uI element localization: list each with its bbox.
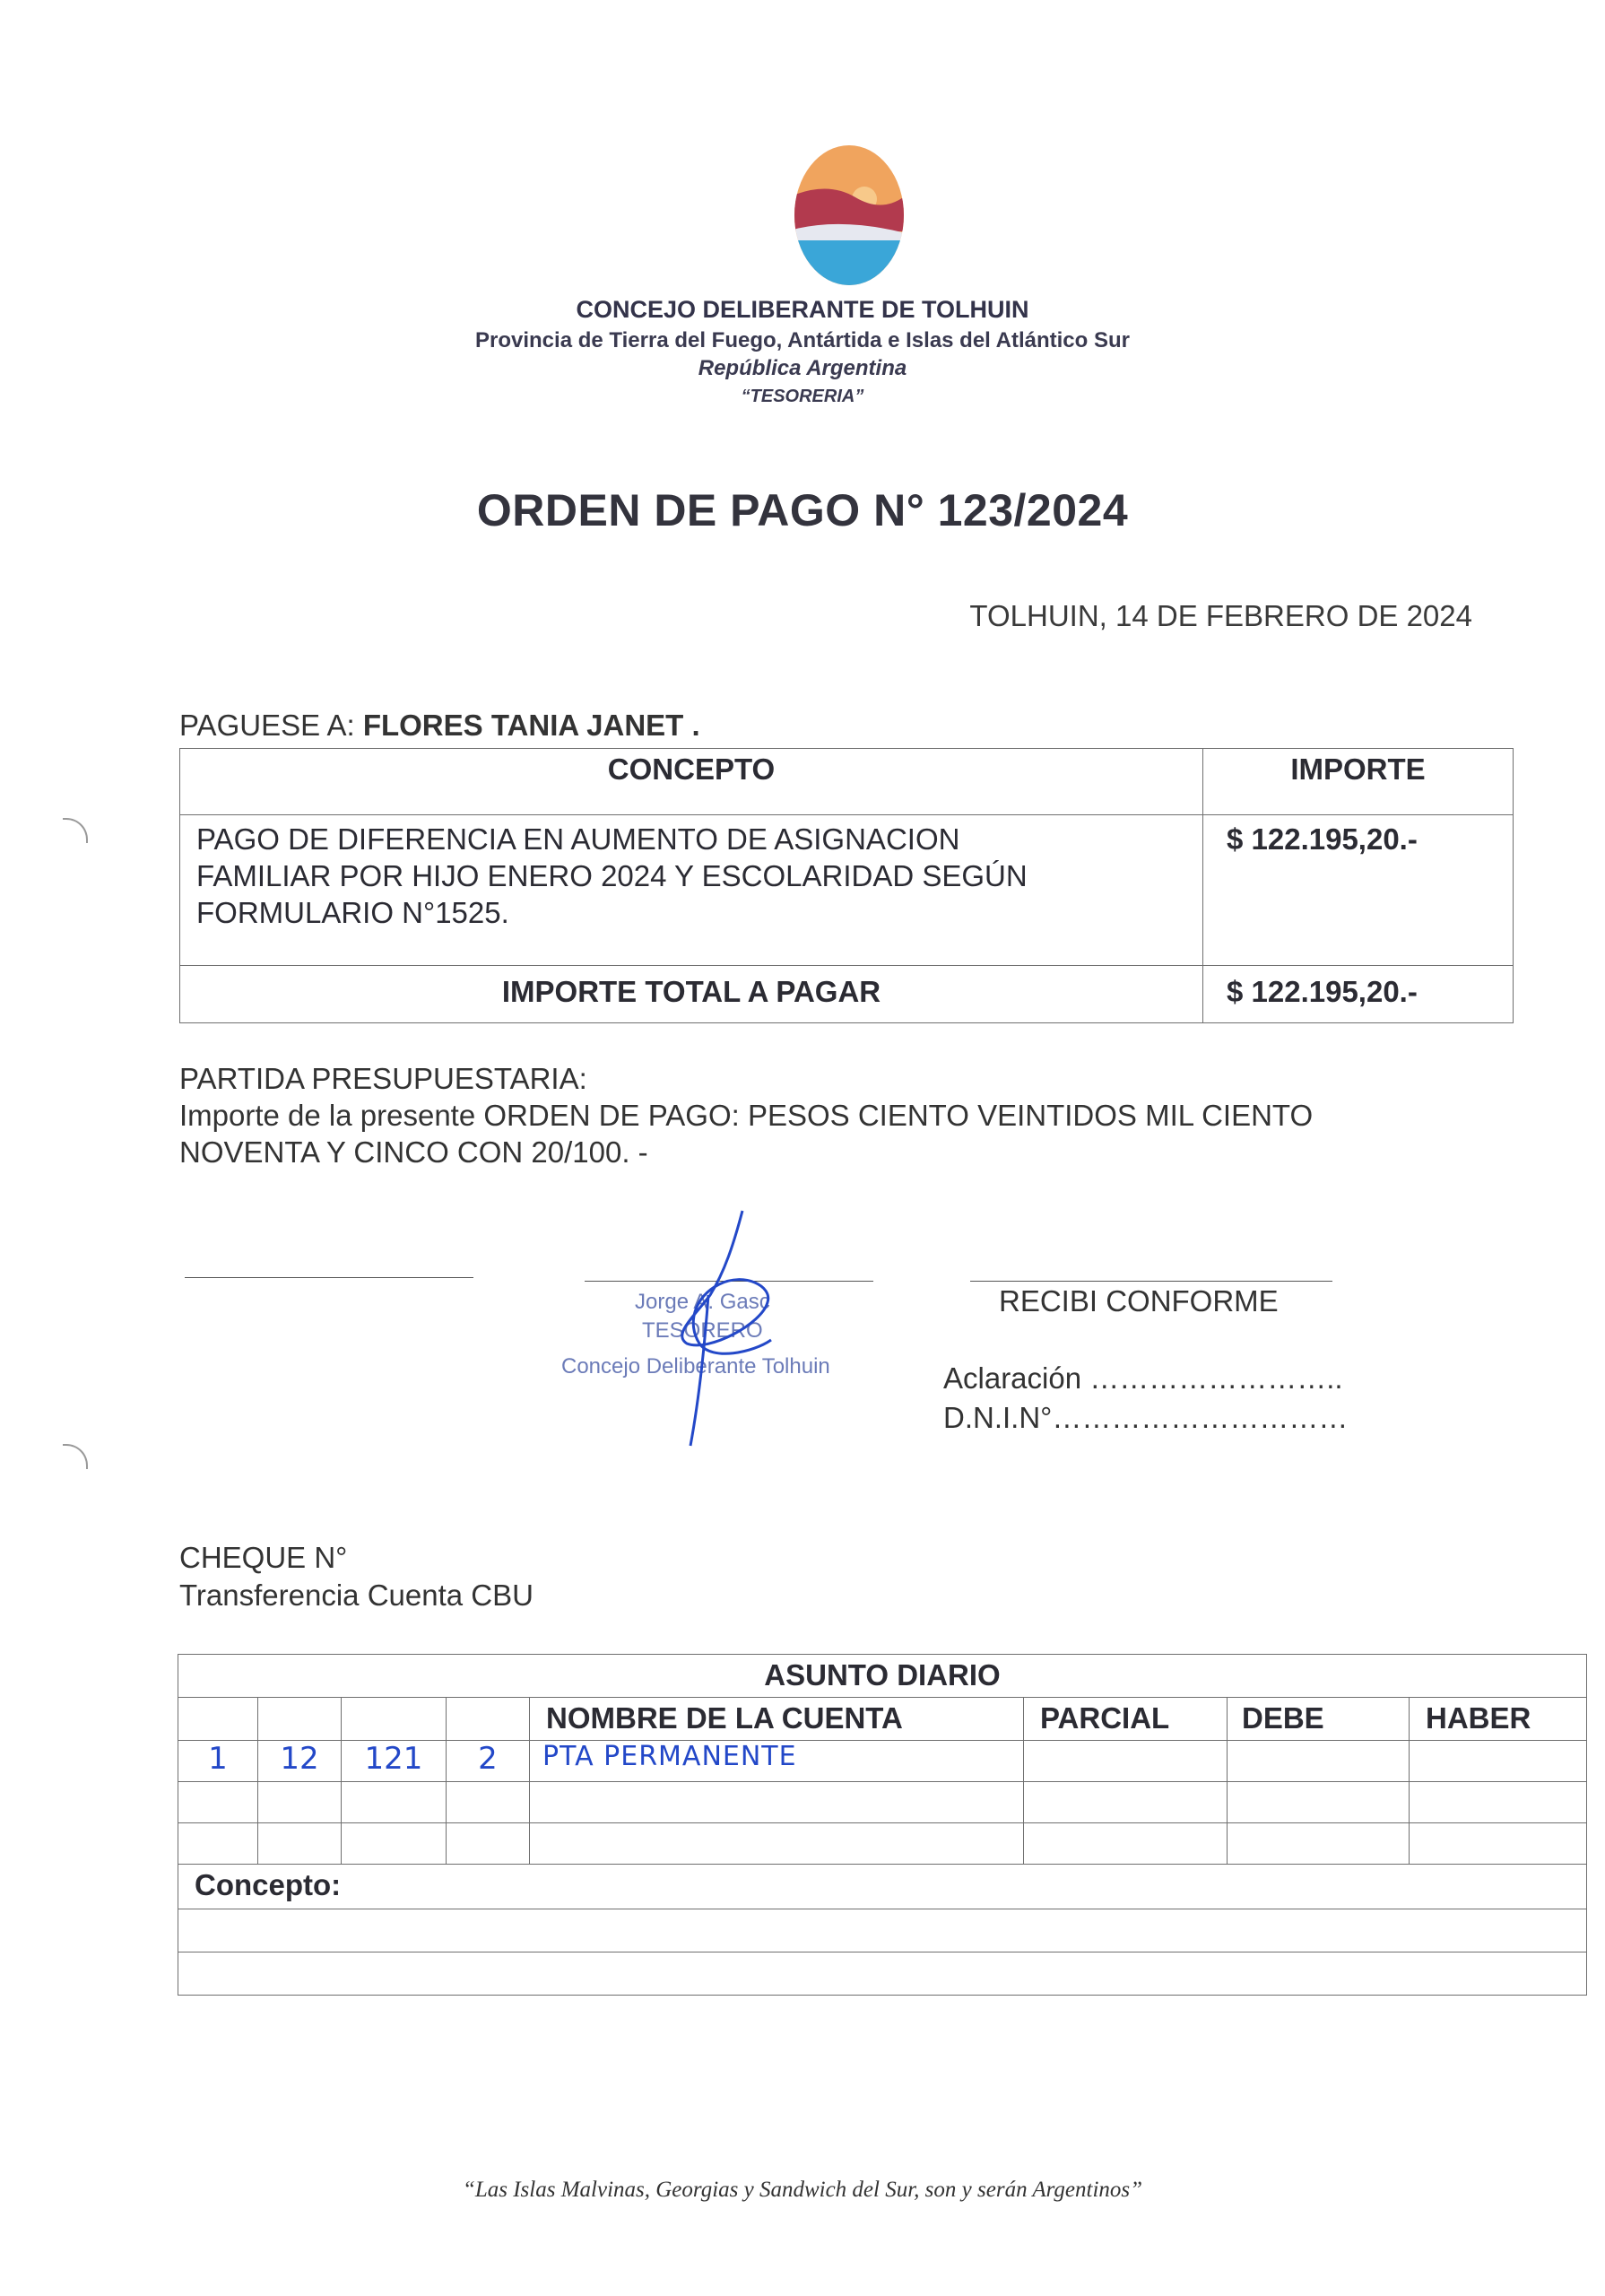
concept-line-1: PAGO DE DIFERENCIA EN AUMENTO DE ASIGNACION [196, 822, 960, 856]
code-header-1 [178, 1698, 258, 1741]
page-title: ORDEN DE PAGO N° 123/2024 [476, 485, 1129, 535]
total-label: IMPORTE TOTAL A PAGAR [180, 966, 1203, 1023]
budget-block [179, 1060, 1313, 1170]
received-label: RECIBI CONFORME [999, 1284, 1279, 1318]
total-amount: $ 122.195,20.- [1203, 966, 1514, 1023]
margin-mark [63, 818, 88, 843]
budget-line-2: NOVENTA Y CINCO CON 20/100. - [179, 1135, 648, 1169]
account-header: NOMBRE DE LA CUENTA [530, 1698, 1024, 1741]
budget-line-1: Importe de la presente ORDEN DE PAGO: PESOS CIENTO VEINTIDOS MIL CIENTO [179, 1099, 1314, 1132]
cheque-label: CHEQUE N° [179, 1541, 348, 1574]
signature-line-left [185, 1277, 473, 1278]
concept-line-2: FAMILIAR POR HIJO ENERO 2024 Y ESCOLARIDAD SEGÚN [196, 859, 1028, 892]
handwritten-signature [619, 1209, 807, 1451]
code-3: 121 [342, 1741, 447, 1782]
office-name: “TESORERIA” [741, 387, 864, 406]
concept-line-3: FORMULARIO N°1525. [196, 896, 509, 929]
concejo-logo [793, 144, 906, 287]
journal-table [178, 1654, 1587, 1996]
journal-row [178, 1782, 1587, 1823]
document-date: TOLHUIN, 14 DE FEBRERO DE 2024 [969, 599, 1472, 632]
partial-header: PARCIAL [1024, 1698, 1228, 1741]
code-header-4 [447, 1698, 530, 1741]
signature-line-received [970, 1281, 1332, 1282]
journal-row [178, 1823, 1587, 1865]
journal-concept-line [178, 1909, 1587, 1952]
amount-header: IMPORTE [1203, 749, 1514, 815]
code-1: 1 [178, 1741, 258, 1782]
credit-cell [1410, 1741, 1587, 1782]
debit-cell [1228, 1741, 1410, 1782]
footer-motto: “Las Islas Malvinas, Georgias y Sandwich del Sur, son y serán Argentinos” [462, 2178, 1143, 2202]
amount-cell: $ 122.195,20.- [1203, 815, 1514, 966]
stamp-name: Jorge A. Gasc [635, 1290, 770, 1314]
country-name: República Argentina [698, 356, 907, 380]
credit-header: HABER [1410, 1698, 1587, 1741]
payee-name: FLORES TANIA JANET . [362, 709, 700, 742]
account-name: PTA PERMANENTE [530, 1741, 1024, 1782]
concept-table [179, 748, 1514, 1023]
margin-mark [63, 1444, 88, 1469]
code-header-2 [258, 1698, 342, 1741]
journal-title: ASUNTO DIARIO [178, 1655, 1587, 1698]
stamp-org: Concejo Deliberante Tolhuin [561, 1354, 830, 1378]
transfer-label: Transferencia Cuenta CBU [179, 1578, 534, 1612]
journal-row [178, 1741, 1587, 1782]
dni-field: D.N.I.N°………………………… [943, 1401, 1349, 1434]
payee-line [179, 707, 700, 744]
journal-concept-label: Concepto: [178, 1865, 1587, 1909]
concept-cell [180, 815, 1203, 966]
org-name: CONCEJO DELIBERANTE DE TOLHUIN [576, 296, 1029, 323]
code-4: 2 [447, 1741, 530, 1782]
budget-label: PARTIDA PRESUPUESTARIA: [179, 1062, 587, 1095]
province-name: Provincia de Tierra del Fuego, Antártida e Islas del Atlántico Sur [475, 328, 1130, 352]
concept-header: CONCEPTO [180, 749, 1203, 815]
payee-label: PAGUESE A: [179, 709, 355, 742]
debit-header: DEBE [1228, 1698, 1410, 1741]
code-header-3 [342, 1698, 447, 1741]
aclaracion-field: Aclaración …………………….. [943, 1361, 1343, 1395]
journal-concept-line [178, 1952, 1587, 1996]
code-2: 12 [258, 1741, 342, 1782]
partial-cell [1024, 1741, 1228, 1782]
stamp-role: TESORERO [642, 1318, 763, 1343]
